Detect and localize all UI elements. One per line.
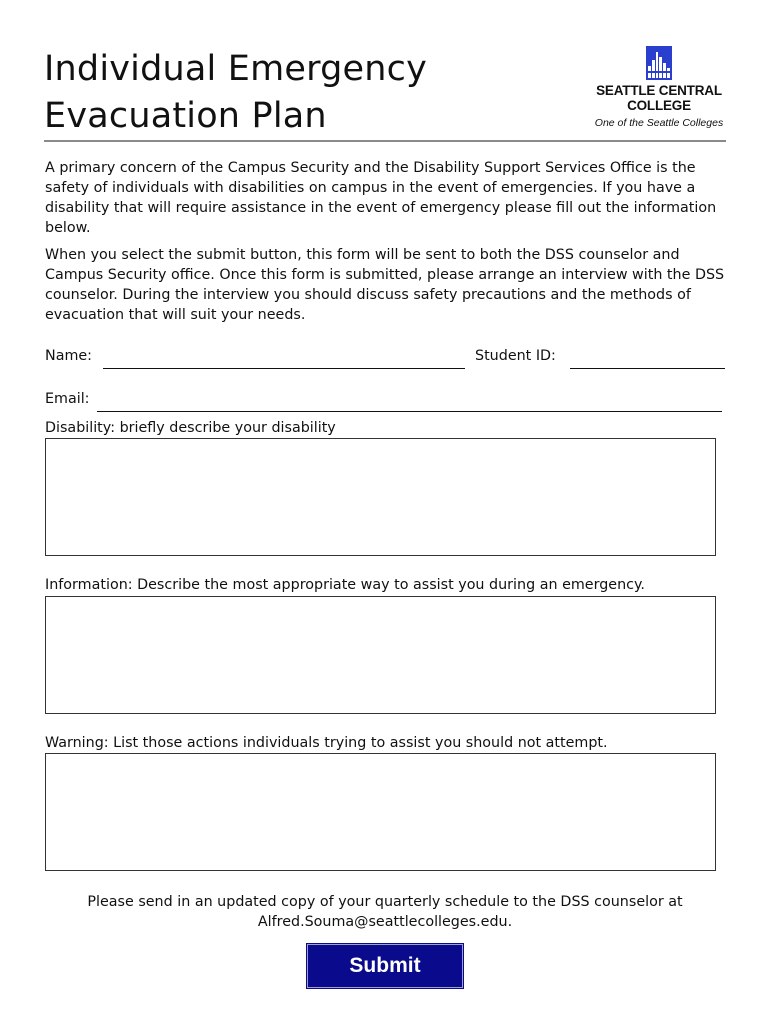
information-textbox[interactable] (45, 596, 716, 714)
warning-textbox[interactable] (45, 753, 716, 871)
intro-paragraph-1: A primary concern of the Campus Security and the Disability Support Services Office is the safety of individuals with disabilities on campus in the event of emergencies. If you have a disability that will require assistance in the event of emergency please fill out the information below. (45, 160, 717, 236)
warning-label-title: Warning (45, 735, 104, 751)
student-id-label: Student ID: (475, 348, 556, 364)
email-label: Email: (45, 391, 90, 407)
submit-button[interactable]: Submit (307, 944, 463, 988)
logo-tagline: One of the Seattle Colleges (594, 117, 724, 129)
information-label-text: : Describe the most appropriate way to assist you during an emergency. (127, 577, 645, 593)
footer-note (45, 892, 725, 932)
name-label: Name: (45, 348, 92, 364)
page-title (44, 46, 427, 140)
logo-name-line-2: COLLEGE (627, 98, 691, 113)
disability-label (45, 420, 336, 436)
disability-label-text: : briefly describe your disability (110, 420, 336, 436)
name-field[interactable] (103, 348, 465, 369)
skyline-logo-icon (646, 46, 672, 80)
logo-name-line-1: SEATTLE CENTRAL (596, 83, 722, 98)
information-label-title: Information (45, 577, 128, 593)
header-divider (44, 140, 726, 142)
intro-paragraph-2: When you select the submit button, this form will be sent to both the DSS counselor and Campus Security office. Once this form is submitted, please arrange an interview with the DSS counselor. During the interview you should discuss safety precautions and the methods of evacuation that will suit your needs. (45, 247, 725, 323)
title-line-1: Individual Emergency (44, 49, 427, 89)
footer-line-1: Please send in an updated copy of your quarterly schedule to the DSS counselor at (87, 894, 683, 910)
student-id-field[interactable] (570, 348, 725, 369)
disability-label-title: Disability (45, 420, 111, 436)
email-field[interactable] (97, 391, 722, 412)
title-line-2: Evacuation Plan (44, 96, 327, 136)
dss-email-address: Alfred.Souma@seattlecolleges.edu. (257, 914, 513, 930)
college-logo (592, 46, 732, 136)
warning-label (45, 735, 608, 751)
logo-name (592, 83, 726, 113)
warning-label-text: : List those actions individuals trying to assist you should not attempt. (103, 735, 608, 751)
disability-textbox[interactable] (45, 438, 716, 556)
information-label (45, 577, 645, 593)
